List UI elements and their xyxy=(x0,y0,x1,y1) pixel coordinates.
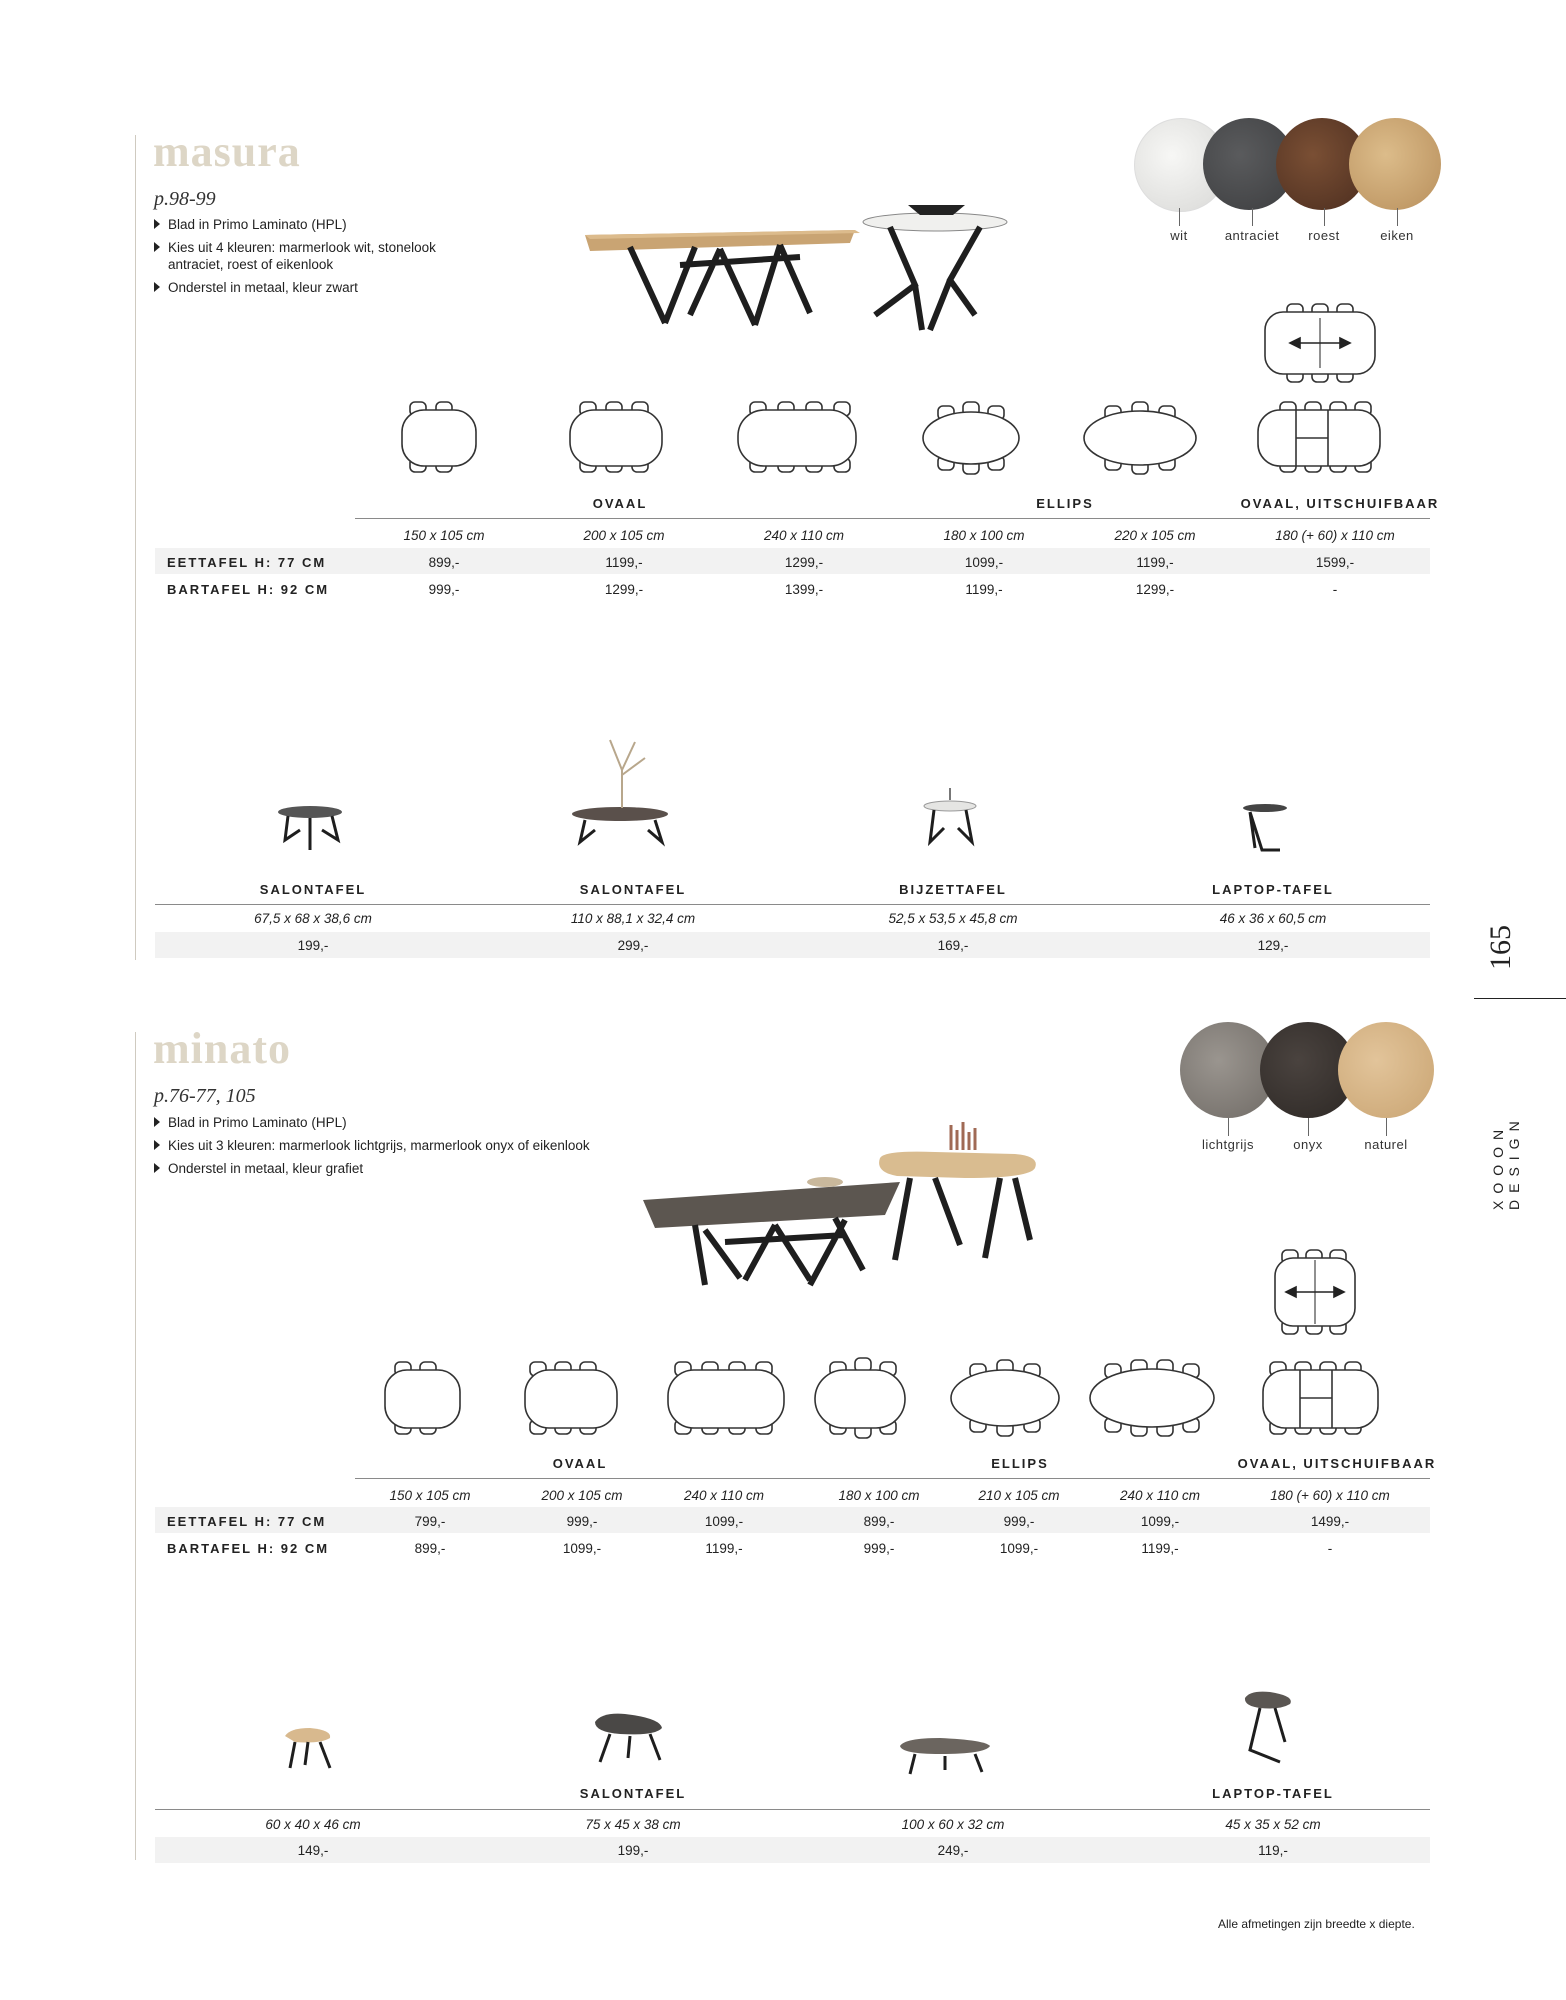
occasional-header-rule xyxy=(155,904,1430,905)
price-cell: 1099,- xyxy=(964,555,1004,570)
swatch-label: antraciet xyxy=(1224,228,1280,243)
swatch-label: onyx xyxy=(1293,1137,1323,1152)
price-cell: - xyxy=(1327,1541,1333,1556)
masura-section-rule xyxy=(135,135,136,960)
masura-title: masura xyxy=(153,127,301,176)
occasional-label: BIJZETTAFEL xyxy=(899,882,1007,897)
laptop-tafel-image xyxy=(1245,1692,1291,1762)
swatch-naturel xyxy=(1338,1022,1434,1118)
minato-bullet: Blad in Primo Laminato (HPL) xyxy=(154,1114,634,1131)
row-label-bartafel: BARTAFEL H: 92 CM xyxy=(167,1541,330,1556)
price-cell: 899,- xyxy=(863,1514,895,1529)
swatch-label: wit xyxy=(1170,228,1188,243)
occasional-size: 67,5 x 68 x 38,6 cm xyxy=(254,911,372,926)
salontafel-large-image xyxy=(900,1738,990,1774)
minato-section-rule xyxy=(135,1032,136,1860)
occasional-size: 75 x 45 x 38 cm xyxy=(585,1817,681,1832)
swatch-label: eiken xyxy=(1380,228,1414,243)
bullet-arrow-icon xyxy=(154,1140,160,1150)
masura-bullet: Blad in Primo Laminato (HPL) xyxy=(154,216,444,233)
price-cell: 1199,- xyxy=(965,582,1003,597)
extendable-table-diagram xyxy=(1258,402,1380,472)
masura-table-diagrams xyxy=(360,290,1420,490)
occasional-label: LAPTOP-TAFEL xyxy=(1212,1786,1334,1801)
price-cell: 799,- xyxy=(414,1514,446,1529)
size-cell: 180 (+ 60) x 110 cm xyxy=(1270,1488,1390,1503)
masura-occasional-photos xyxy=(250,730,1330,870)
price-cell: 1099,- xyxy=(1140,1514,1180,1529)
price-cell: 1099,- xyxy=(999,1541,1039,1556)
swatch-tick xyxy=(1397,208,1398,226)
occasional-price: 119,- xyxy=(1258,1843,1288,1858)
price-cell: 1499,- xyxy=(1310,1514,1350,1529)
laptop-tafel-image xyxy=(1243,804,1287,850)
group-label-ovaal-uitschuifbaar: OVAAL, UITSCHUIFBAAR xyxy=(1237,1456,1437,1471)
minato-table-diagrams xyxy=(360,1240,1420,1450)
oval-150-diagram xyxy=(402,402,476,472)
price-cell: - xyxy=(1332,582,1338,597)
occasional-price: 169,- xyxy=(937,938,969,953)
oval-240-diagram xyxy=(668,1362,784,1434)
price-cell: 999,- xyxy=(566,1514,598,1529)
price-cell: 999,- xyxy=(863,1541,895,1556)
occasional-size: 45 x 35 x 52 cm xyxy=(1225,1817,1321,1832)
occasional-label: SALONTAFEL xyxy=(259,882,367,897)
price-cell: 1199,- xyxy=(1141,1541,1179,1556)
oval-200-diagram xyxy=(525,1362,617,1434)
size-cell: 240 x 110 cm xyxy=(1119,1488,1201,1503)
occasional-price: 199,- xyxy=(297,938,329,953)
swatch-label: lichtgrijs xyxy=(1202,1137,1254,1152)
price-cell: 999,- xyxy=(1003,1514,1035,1529)
price-cell: 1299,- xyxy=(1135,582,1175,597)
ellips-240-diagram xyxy=(1090,1360,1214,1436)
occasional-price: 299,- xyxy=(617,938,649,953)
size-cell: 240 x 110 cm xyxy=(683,1488,765,1503)
occasional-size: 60 x 40 x 46 cm xyxy=(265,1817,361,1832)
price-cell: 999,- xyxy=(428,582,460,597)
size-cell: 210 x 105 cm xyxy=(978,1488,1060,1503)
occasional-label: LAPTOP-TAFEL xyxy=(1212,882,1334,897)
price-cell: 1399,- xyxy=(784,582,824,597)
swatch-tick xyxy=(1252,208,1253,226)
price-cell: 899,- xyxy=(414,1541,446,1556)
swatch-label: naturel xyxy=(1364,1137,1408,1152)
bullet-arrow-icon xyxy=(154,1117,160,1127)
bijzettafel-image xyxy=(924,788,976,842)
bijzettafel-image xyxy=(285,1728,330,1768)
ellips-180-diagram xyxy=(923,402,1019,474)
swatch-tick xyxy=(1386,1118,1387,1136)
size-cell: 150 x 105 cm xyxy=(389,1488,471,1503)
price-cell: 1099,- xyxy=(704,1514,744,1529)
page-number-rule xyxy=(1474,998,1566,999)
minato-occasional-photos xyxy=(250,1680,1330,1790)
size-cell: 200 x 105 cm xyxy=(541,1488,623,1503)
row-label-eettafel: EETTAFEL H: 77 CM xyxy=(167,555,327,570)
group-label-ovaal-uitschuifbaar: OVAAL, UITSCHUIFBAAR xyxy=(1240,496,1440,511)
occasional-size: 52,5 x 53,5 x 45,8 cm xyxy=(888,911,1018,926)
occasional-size: 100 x 60 x 32 cm xyxy=(901,1817,1005,1832)
occasional-size: 46 x 36 x 60,5 cm xyxy=(1219,911,1327,926)
row-label-bartafel: BARTAFEL H: 92 CM xyxy=(167,582,330,597)
oval-200-diagram xyxy=(570,402,662,472)
oval-240-diagram xyxy=(738,402,856,472)
size-cell: 180 x 100 cm xyxy=(943,528,1025,543)
masura-bullet: Onderstel in metaal, kleur zwart xyxy=(154,279,444,296)
masura-bullet: Kies uit 4 kleuren: marmerlook wit, stonelook antraciet, roest of eikenlook xyxy=(154,239,444,273)
minato-bullet: Kies uit 3 kleuren: marmerlook lichtgrijs, marmerlook onyx of eikenlook xyxy=(154,1137,634,1154)
price-cell: 1599,- xyxy=(1315,555,1355,570)
bullet-arrow-icon xyxy=(154,1163,160,1173)
brand-vertical-label: XOOON DESIGN xyxy=(1490,1114,1522,1210)
page-number: 165 xyxy=(1484,925,1517,970)
swatch-eiken xyxy=(1349,118,1441,210)
group-label-ellips: ELLIPS xyxy=(1036,496,1094,511)
price-cell: 1199,- xyxy=(605,555,643,570)
swatch-tick xyxy=(1228,1118,1229,1136)
group-label-ovaal: OVAAL xyxy=(552,1456,608,1471)
bullet-arrow-icon xyxy=(154,282,160,292)
price-cell: 899,- xyxy=(428,555,460,570)
size-cell: 180 (+ 60) x 110 cm xyxy=(1275,528,1395,543)
footnote: Alle afmetingen zijn breedte x diepte. xyxy=(1218,1917,1415,1931)
size-cell: 150 x 105 cm xyxy=(403,528,485,543)
occasional-price: 199,- xyxy=(617,1843,649,1858)
minato-bullet: Onderstel in metaal, kleur grafiet xyxy=(154,1160,634,1177)
price-cell: 1099,- xyxy=(562,1541,602,1556)
price-cell: 1299,- xyxy=(604,582,644,597)
bullet-arrow-icon xyxy=(154,242,160,252)
minato-page-ref: p.76-77, 105 xyxy=(154,1085,256,1107)
swatch-label: roest xyxy=(1308,228,1340,243)
oval-150-diagram xyxy=(385,1362,460,1434)
salontafel-image xyxy=(595,1714,662,1762)
table-header-rule xyxy=(355,518,1430,519)
price-cell: 1199,- xyxy=(705,1541,743,1556)
salontafel-small-image xyxy=(278,806,342,850)
occasional-label: SALONTAFEL xyxy=(579,882,687,897)
table-header-rule xyxy=(355,1478,1430,1479)
occasional-label: SALONTAFEL xyxy=(579,1786,687,1801)
extendable-table-diagram xyxy=(1263,1362,1378,1434)
bullet-arrow-icon xyxy=(154,219,160,229)
ellips-220-diagram xyxy=(1084,402,1196,474)
occasional-price: 149,- xyxy=(297,1843,329,1858)
price-cell: 1199,- xyxy=(1136,555,1174,570)
row-label-eettafel: EETTAFEL H: 77 CM xyxy=(167,1514,327,1529)
ellips-210-diagram xyxy=(951,1360,1059,1436)
minato-feature-list xyxy=(154,1114,634,1183)
group-label-ovaal: OVAAL xyxy=(592,496,648,511)
size-cell: 200 x 105 cm xyxy=(583,528,665,543)
occasional-price: 129,- xyxy=(1257,938,1289,953)
group-label-ellips: ELLIPS xyxy=(991,1456,1049,1471)
occasional-size: 110 x 88,1 x 32,4 cm xyxy=(570,911,696,926)
swatch-tick xyxy=(1179,208,1180,226)
size-cell: 240 x 110 cm xyxy=(763,528,845,543)
oval-180-diagram xyxy=(815,1358,905,1438)
occasional-price: 249,- xyxy=(937,1843,969,1858)
masura-page-ref: p.98-99 xyxy=(154,188,216,210)
minato-title: minato xyxy=(153,1024,291,1073)
swatch-tick xyxy=(1324,208,1325,226)
price-cell: 1299,- xyxy=(784,555,824,570)
salontafel-large-image xyxy=(572,740,668,842)
swatch-tick xyxy=(1308,1118,1309,1136)
occasional-header-rule xyxy=(155,1809,1430,1810)
size-cell: 180 x 100 cm xyxy=(838,1488,920,1503)
size-cell: 220 x 105 cm xyxy=(1114,528,1196,543)
